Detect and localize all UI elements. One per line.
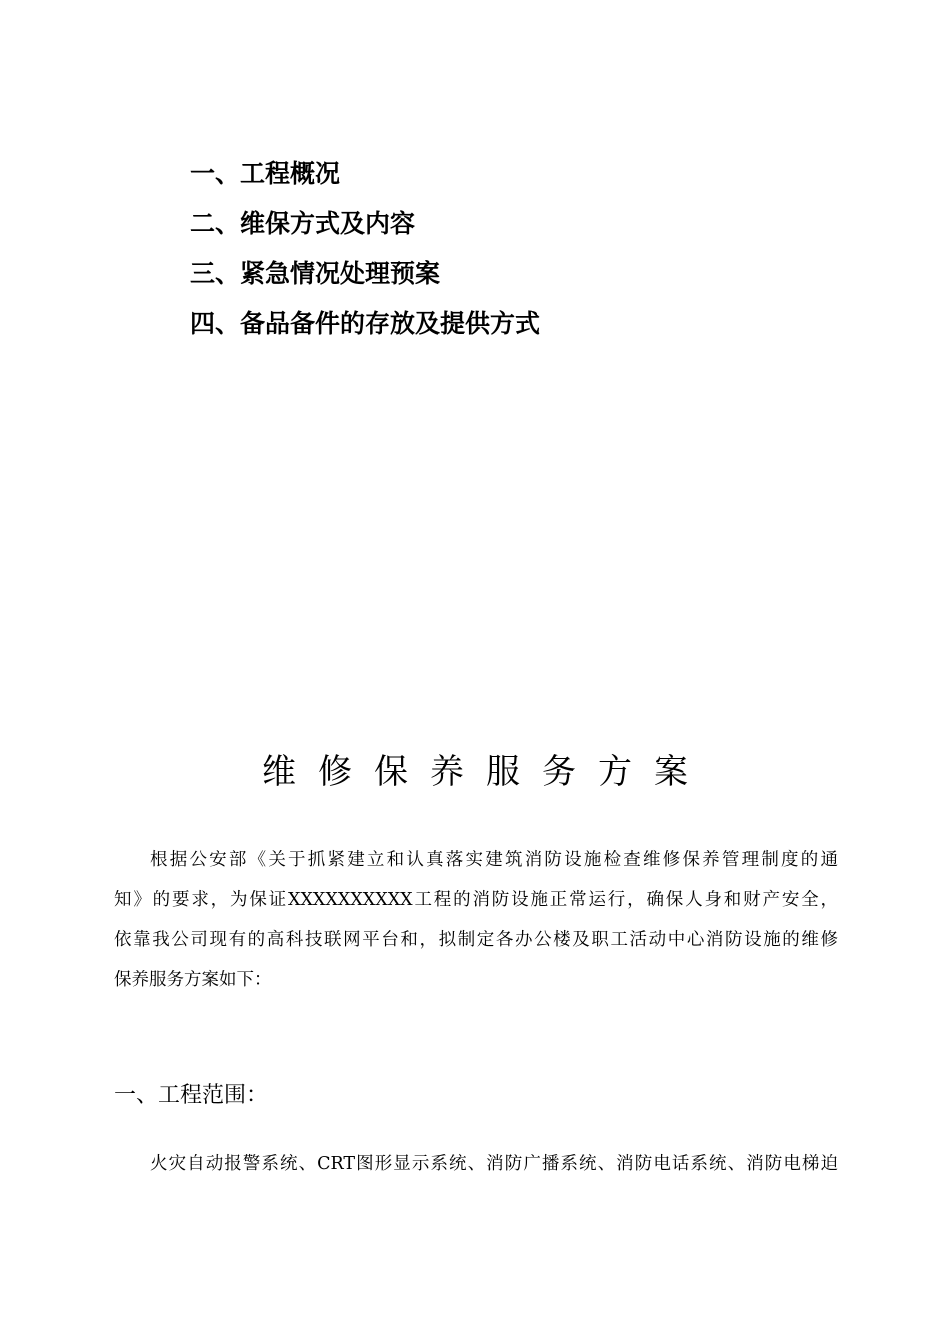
table-of-contents [190, 155, 830, 355]
intro-paragraph [114, 840, 838, 1000]
toc-item-spare-parts: 四、备品备件的存放及提供方式 [190, 309, 541, 338]
document-title: 维修保养服务方案 [262, 752, 710, 792]
toc-item-overview: 一、工程概况 [190, 159, 341, 188]
toc-item-emergency-plan: 三、紧急情况处理预案 [190, 259, 441, 288]
toc-item-maintenance-method: 二、维保方式及内容 [190, 209, 416, 238]
intro-line-4: 保养服务方案如下： [114, 970, 272, 990]
intro-line-3: 依靠我公司现有的高科技联网平台和，拟制定各办公楼及职工活动中心消防设施的维修 [114, 930, 838, 950]
intro-line-2: 知》的要求，为保证XXXXXXXXXX工程的消防设施正常运行，确保人身和财产安全， [114, 890, 838, 910]
section-heading-scope: 一、工程范围： [114, 1083, 269, 1108]
intro-line-1: 根据公安部《关于抓紧建立和认真落实建筑消防设施检查维修保养管理制度的通 [150, 850, 838, 870]
scope-paragraph-line: 火灾自动报警系统、CRT图形显示系统、消防广播系统、消防电话系统、消防电梯迫 [150, 1154, 838, 1174]
